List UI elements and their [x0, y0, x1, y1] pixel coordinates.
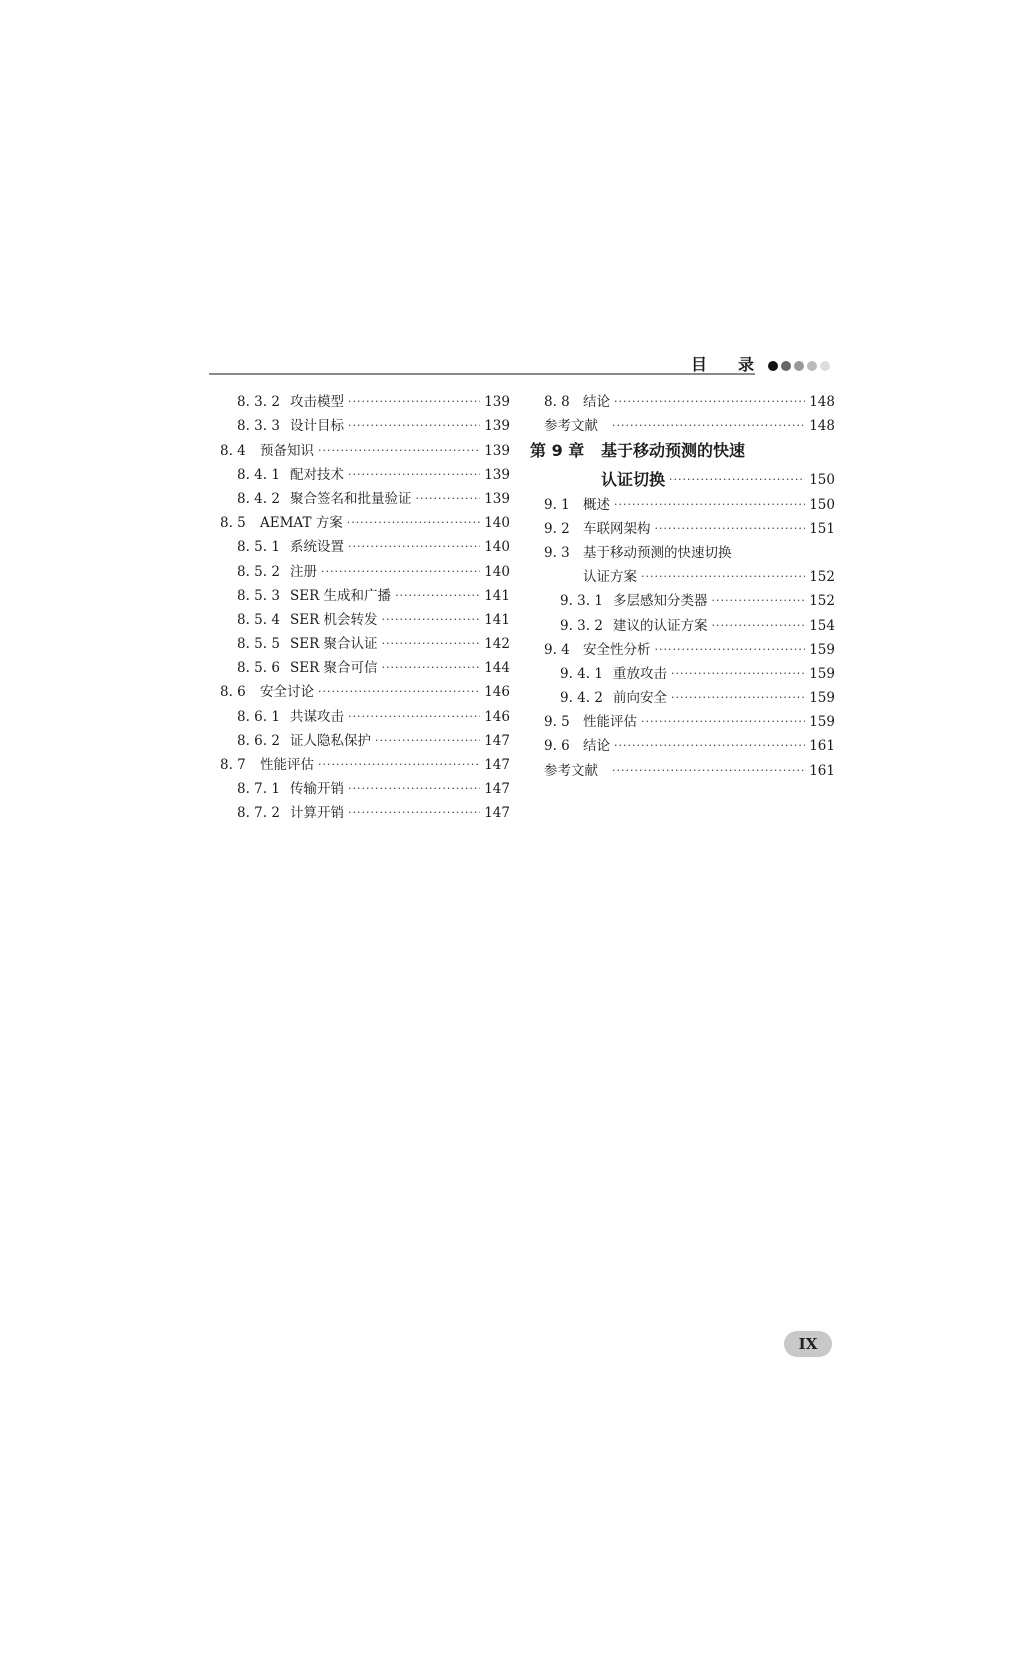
dot-leader — [671, 689, 805, 707]
dot-leader — [348, 708, 480, 726]
dot-leader — [382, 635, 481, 653]
entry-number: 9. 4. 2 — [560, 690, 603, 707]
page-number-badge: IX — [784, 1331, 832, 1357]
entry-title: 证人隐私保护 — [290, 732, 371, 749]
entry-number: 9. 5 — [544, 714, 570, 731]
toc-entry[interactable] — [220, 774, 510, 798]
dot-leader — [318, 442, 480, 460]
entry-number: 8. 4 — [220, 442, 246, 459]
entry-page: 146 — [484, 708, 510, 725]
entry-number: 8. 6. 2 — [237, 732, 280, 749]
entry-page: 147 — [484, 781, 510, 798]
entry-title: 配对技术 — [290, 466, 344, 483]
toc-entry[interactable] — [220, 750, 510, 774]
toc-entry[interactable] — [530, 489, 835, 513]
entry-title: 车联网架构 — [583, 520, 651, 537]
entry-number: 8. 6 — [220, 684, 246, 701]
entry-number: 9. 3. 1 — [560, 593, 603, 610]
entry-title: SER 聚合可信 — [290, 660, 378, 677]
running-header — [209, 352, 755, 375]
entry-page: 159 — [809, 690, 835, 707]
entry-number: 8. 6. 1 — [237, 708, 280, 725]
entry-title: 安全性分析 — [583, 641, 651, 658]
toc-entry[interactable] — [220, 387, 510, 411]
entry-title: SER 生成和广播 — [290, 587, 392, 604]
dot-leader — [641, 713, 805, 731]
entry-title: 参考文献 — [544, 762, 598, 779]
toc-entry[interactable] — [220, 532, 510, 556]
entry-number: 9. 3. 2 — [560, 617, 603, 634]
toc-right-column — [530, 387, 835, 780]
entry-number: 8. 4. 2 — [237, 490, 280, 507]
entry-page: 139 — [484, 394, 510, 411]
entry-number: 9. 2 — [544, 520, 570, 537]
entry-number: 9. 6 — [544, 738, 570, 755]
dot-leader — [416, 490, 481, 508]
toc-entry[interactable] — [220, 508, 510, 532]
entry-number: 8. 7 — [220, 757, 246, 773]
toc-entry[interactable] — [530, 635, 835, 659]
entry-number: 8. 4. 1 — [237, 466, 280, 483]
chapter-heading[interactable] — [530, 435, 835, 461]
toc-entry[interactable] — [220, 701, 510, 725]
entry-title: 多层感知分类器 — [613, 593, 708, 610]
entry-title: 参考文献 — [544, 418, 598, 435]
toc-entry[interactable] — [220, 484, 510, 508]
entry-page: 161 — [809, 762, 835, 779]
toc-entry[interactable] — [530, 707, 835, 731]
entry-number: 8. 5 — [220, 515, 246, 532]
entry-title: 重放攻击 — [613, 665, 667, 682]
dot-leader — [348, 417, 480, 435]
chapter-title-line-1: 基于移动预测的快速 — [601, 441, 746, 461]
dot-leader — [318, 756, 480, 774]
entry-number: 8. 8 — [544, 394, 570, 411]
dot-leader — [348, 804, 480, 822]
toc-entry[interactable] — [220, 653, 510, 677]
dot-leader — [382, 659, 481, 677]
chapter-title-line-2: 认证切换 — [601, 470, 666, 490]
entry-page: 159 — [809, 665, 835, 682]
toc-entry[interactable] — [220, 798, 510, 822]
toc-entry[interactable] — [530, 683, 835, 707]
entry-title: 攻击模型 — [290, 394, 344, 411]
entry-number: 8. 5. 1 — [237, 539, 280, 556]
toc-entry[interactable] — [530, 731, 835, 755]
entry-title-line-2: 认证方案 — [583, 569, 637, 586]
entry-title: 性能评估 — [583, 714, 637, 731]
entry-title: 聚合签名和批量验证 — [290, 490, 412, 507]
dot-leader — [712, 617, 806, 635]
header-dots-ornament — [768, 361, 830, 375]
entry-number: 8. 3. 2 — [237, 394, 280, 411]
entry-number: 9. 4 — [544, 641, 570, 658]
entry-title: 系统设置 — [290, 539, 344, 556]
toc-entry-references[interactable] — [530, 755, 835, 779]
entry-page: 150 — [809, 472, 835, 489]
entry-page: 141 — [484, 611, 510, 628]
toc-entry[interactable] — [220, 556, 510, 580]
entry-number: 8. 7. 2 — [237, 805, 280, 822]
entry-number: 8. 5. 5 — [237, 636, 280, 653]
dot-leader — [375, 732, 480, 750]
dot-leader — [671, 665, 805, 683]
entry-page: 146 — [484, 684, 510, 701]
dot-leader — [318, 683, 480, 701]
entry-title: AEMAT 方案 — [260, 515, 343, 532]
header-title-char-2: 录 — [737, 355, 755, 374]
entry-number: 8. 5. 4 — [237, 611, 280, 628]
entry-page: 150 — [809, 496, 835, 513]
entry-page: 148 — [809, 394, 835, 411]
entry-number: 9. 1 — [544, 496, 570, 513]
entry-page: 152 — [809, 593, 835, 610]
dot-leader — [614, 737, 805, 755]
chapter-heading-continued[interactable] — [530, 461, 835, 489]
entry-page: 147 — [484, 757, 510, 773]
entry-page: 147 — [484, 732, 510, 749]
entry-page: 154 — [809, 617, 835, 634]
header-title-char-1: 目 — [690, 355, 708, 374]
toc-entry[interactable] — [220, 435, 510, 459]
entry-page: 148 — [809, 418, 835, 435]
dot-leader — [382, 611, 481, 629]
entry-title: 性能评估 — [260, 757, 314, 773]
entry-page: 152 — [809, 569, 835, 586]
dot-leader — [655, 520, 806, 538]
toc-entry[interactable] — [220, 726, 510, 750]
entry-page: 159 — [809, 641, 835, 658]
entry-page: 142 — [484, 636, 510, 653]
toc-left-column — [220, 387, 510, 822]
entry-page: 140 — [484, 563, 510, 580]
entry-title: SER 机会转发 — [290, 611, 378, 628]
entry-number: 9. 4. 1 — [560, 665, 603, 682]
entry-number: 8. 5. 2 — [237, 563, 280, 580]
entry-number: 8. 5. 6 — [237, 660, 280, 677]
entry-title: 安全讨论 — [260, 684, 314, 701]
entry-title-line-1: 基于移动预测的快速切换 — [583, 544, 732, 561]
toc-entry[interactable] — [220, 605, 510, 629]
entry-title: 结论 — [583, 394, 610, 411]
entry-number: 8. 7. 1 — [237, 781, 280, 798]
toc-entry[interactable] — [220, 411, 510, 435]
toc-entry[interactable] — [530, 514, 835, 538]
toc-entry[interactable] — [530, 387, 835, 411]
dot-leader — [612, 417, 805, 435]
entry-page: 159 — [809, 714, 835, 731]
entry-title: 注册 — [290, 563, 317, 580]
dot-leader — [348, 466, 480, 484]
dot-leader — [348, 780, 480, 798]
dot-leader — [348, 538, 480, 556]
entry-title: 概述 — [583, 496, 610, 513]
entry-title: 传输开销 — [290, 781, 344, 798]
toc-entry[interactable] — [220, 460, 510, 484]
dot-leader — [348, 393, 480, 411]
dot-leader — [641, 568, 805, 586]
toc-entry[interactable] — [220, 629, 510, 653]
entry-page: 139 — [484, 490, 510, 507]
dot-leader — [395, 587, 480, 605]
entry-title: 结论 — [583, 738, 610, 755]
dot-leader — [614, 393, 805, 411]
entry-title: 共谋攻击 — [290, 708, 344, 725]
entry-title: 预备知识 — [260, 442, 314, 459]
toc-entry[interactable] — [530, 659, 835, 683]
toc-entry-wrapped[interactable] — [530, 538, 835, 562]
entry-page: 151 — [809, 520, 835, 537]
toc-entry-references[interactable] — [530, 411, 835, 435]
entry-number: 8. 5. 3 — [237, 587, 280, 604]
dot-leader — [347, 514, 480, 532]
dot-leader — [612, 762, 805, 780]
entry-title: SER 聚合认证 — [290, 636, 378, 653]
entry-page: 147 — [484, 805, 510, 822]
dot-leader — [712, 592, 806, 610]
toc-entry[interactable] — [530, 610, 835, 634]
entry-page: 141 — [484, 587, 510, 604]
entry-title: 设计目标 — [290, 418, 344, 435]
entry-page: 161 — [809, 738, 835, 755]
dot-leader — [321, 563, 480, 581]
toc-entry[interactable] — [220, 581, 510, 605]
toc-entry[interactable] — [220, 677, 510, 701]
toc-entry-wrapped-continued[interactable] — [530, 562, 835, 586]
entry-page: 139 — [484, 418, 510, 435]
entry-title: 建议的认证方案 — [613, 617, 708, 634]
dot-leader — [614, 496, 805, 514]
entry-page: 144 — [484, 660, 510, 677]
entry-page: 139 — [484, 442, 510, 459]
entry-title: 前向安全 — [613, 690, 667, 707]
dot-leader — [655, 641, 806, 659]
toc-entry[interactable] — [530, 586, 835, 610]
header-title — [691, 352, 755, 375]
entry-page: 140 — [484, 539, 510, 556]
entry-number: 8. 3. 3 — [237, 418, 280, 435]
entry-page: 140 — [484, 515, 510, 532]
dot-leader — [669, 471, 805, 489]
entry-page: 139 — [484, 466, 510, 483]
entry-title: 计算开销 — [290, 805, 344, 822]
entry-number: 9. 3 — [544, 544, 570, 561]
chapter-number: 第 9 章 — [530, 441, 585, 461]
